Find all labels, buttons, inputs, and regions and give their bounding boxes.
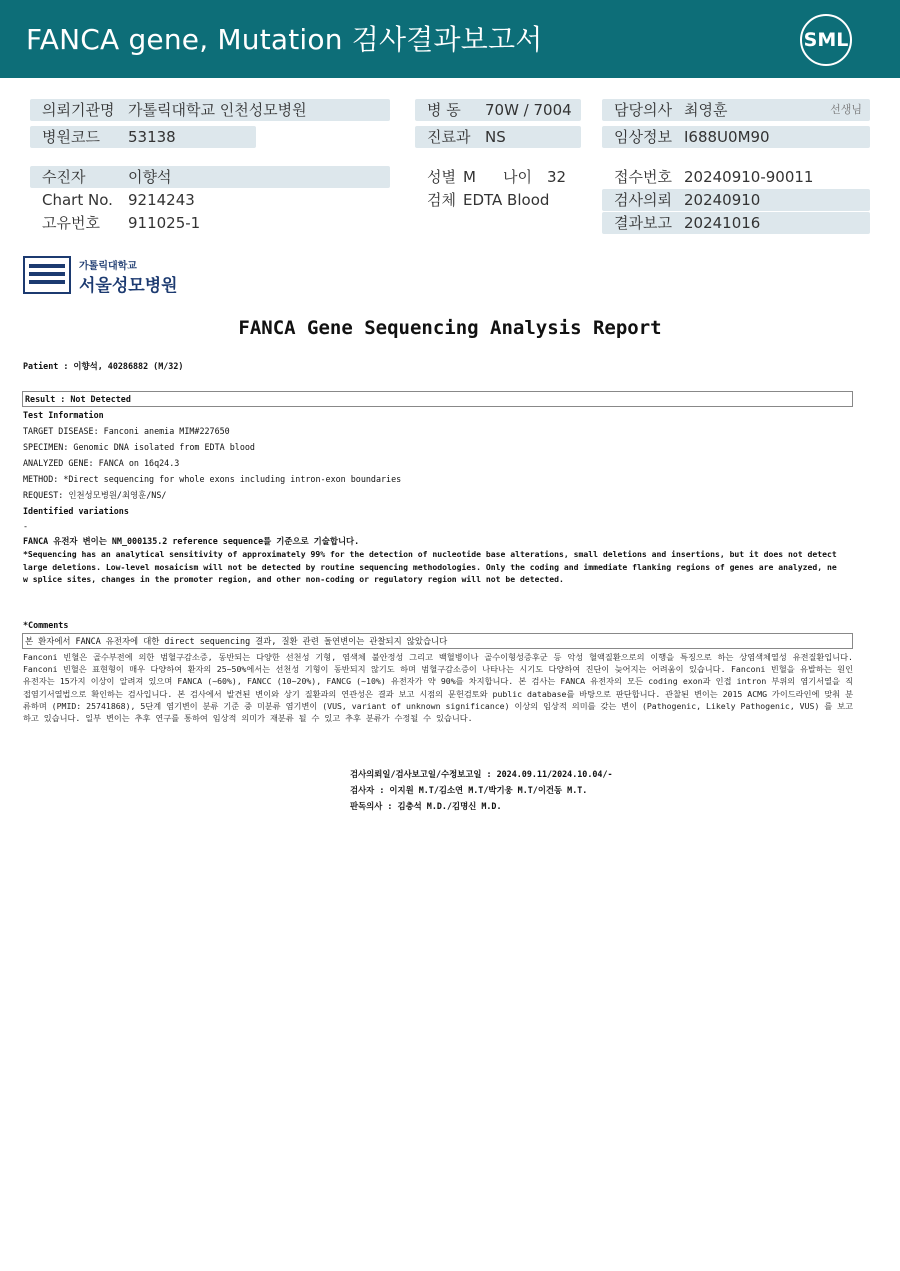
identified-value: - — [23, 521, 29, 531]
analyzed-gene: ANALYZED GENE: FANCA on 16q24.3 — [23, 458, 180, 468]
examiner-line: 검사자 : 이지원 M.T/김소연 M.T/박기웅 M.T/이건동 M.T. — [350, 785, 588, 795]
result-date-label: 결과보고 — [614, 214, 672, 232]
clinical-label: 임상정보 — [614, 128, 672, 146]
report-title: FANCA Gene Sequencing Analysis Report — [238, 317, 662, 339]
comment-box-text: 본 환자에서 FANCA 유전자에 대한 direct sequencing 결과, 질환 관련 돌연변이는 관찰되지 않았습니다 — [25, 636, 448, 646]
method-line: METHOD: *Direct sequencing for whole exons including intron-exon boundaries — [23, 474, 402, 484]
sex-value: M — [463, 168, 476, 186]
hospital-code-field — [30, 126, 256, 148]
dates-line: 검사의뢰일/검사보고일/수정보고일 : 2024.09.11/2024.10.04/- — [350, 769, 613, 779]
doctor-suffix: 선생님 — [830, 103, 862, 116]
patient-field — [30, 166, 390, 188]
unique-id-field — [30, 212, 330, 234]
result-date-value: 20241016 — [684, 214, 761, 232]
hospital-code-value: 53138 — [128, 128, 176, 146]
hospital-emblem-icon — [23, 256, 71, 294]
sml-logo-text: SML — [803, 29, 849, 51]
sensitivity-note-2: large deletions. Low-level mosaicism will not be detected by routine sequencing methodologies. Only the coding and immediate flanking regions of genes are analyzed, ne — [23, 562, 837, 572]
hospital-logo-name: 서울성모병원 — [79, 276, 178, 296]
ward-label: 병 동 — [427, 101, 461, 119]
specimen-field — [415, 189, 595, 211]
specimen-line: SPECIMEN: Genomic DNA isolated from EDTA blood — [23, 442, 255, 452]
hospital-code-label: 병원코드 — [42, 128, 100, 146]
request-date-value: 20240910 — [684, 191, 761, 209]
doctor-field — [602, 99, 870, 121]
specimen-value: EDTA Blood — [463, 191, 550, 209]
receipt-field — [602, 166, 870, 188]
dept-field — [415, 126, 581, 148]
specimen-label: 검체 — [427, 191, 456, 209]
comments-heading: *Comments — [23, 620, 69, 630]
chart-label: Chart No. — [42, 191, 113, 209]
reader-line: 판독의사 : 김충석 M.D./김명신 M.D. — [350, 801, 502, 811]
identified-heading: Identified variations — [23, 506, 129, 516]
age-label: 나이 — [503, 168, 532, 186]
report-header-title: FANCA gene, Mutation 검사결과보고서 — [26, 23, 543, 56]
patient-value: 이향석 — [128, 168, 172, 186]
patient-line: Patient : 이향석, 40286882 (M/32) — [23, 361, 184, 371]
result-box — [22, 391, 853, 407]
request-date-label: 검사의뢰 — [614, 191, 672, 209]
sex-age-field — [415, 166, 595, 188]
target-disease: TARGET DISEASE: Fanconi anemia MIM#227650 — [23, 426, 230, 436]
institution-field — [30, 99, 390, 121]
report-header — [0, 0, 900, 78]
sensitivity-note-3: w splice sites, changes in the promoter region, and other non-coding or regulatory region will not be detected. — [23, 574, 564, 584]
patient-label: 수진자 — [42, 168, 86, 186]
request-date-field — [602, 189, 870, 211]
chart-field — [30, 189, 330, 211]
institution-value: 가톨릭대학교 인천성모병원 — [128, 101, 307, 119]
receipt-label: 접수번호 — [614, 168, 672, 186]
doctor-label: 담당의사 — [614, 101, 672, 119]
institution-label: 의뢰기관명 — [42, 101, 115, 119]
reference-note: FANCA 유전자 변이는 NM_000135.2 reference sequence를 기준으로 기술합니다. — [23, 536, 360, 546]
receipt-value: 20240910-90011 — [684, 168, 814, 186]
comment-paragraph: Fanconi 빈혈은 골수부전에 의한 범혈구감소증, 동반되는 다양한 선천성 기형, 염색체 불안정성 그리고 백혈병이나 골수이형성증후군 등 악성 혈액질환으로의 이행을 특징으로 하는 상염색체열성 유전질환입니다. Fanconi 빈혈은 표현형이 매우 다양하여 환자의 25~50%에서는 선천성 기형이 동반되지 않기도 하며 범혈구감소증이 나타나는 시기도 다양하여 진단이 늦어지는 어려움이 있습니다. Fanconi 빈혈을 유발하는 원인 유전자는 15가지 이상이 알려져 있으며 FANCA (~60%), FANCC (10~20%), FANCG (~10%) 유전자가 약 90%를 차지합니다. 본 검사는 FANCA 유전자의 모든 coding exon과 인접 intron 부위의 염기서열을 직접염기서열법으로 확인하는 검사입니다. 본 검사에서 발견된 변이와 상기 질환과의 연관성은 결과 보고 시점의 문헌검토와 public database를 바탕으로 판단합니다. 관찰된 변이는 2015 ACMG 가이드라인에 맞춰 분류하며 (PMID: 25741868), 5단계 염기변이 분류 기준 중 미분류 염기변이 (VUS, variant of unknown significance) 이상의 임상적 의미를 갖는 변이 (Pathogenic, Likely Pathogenic, VUS) 를 보고하고 있습니다. 일부 변이는 추후 연구를 통하여 임상적 의미가 재분류 될 수 있고 추후 분류가 수정될 수 있습니다. — [23, 652, 853, 724]
unique-id-value: 911025-1 — [128, 214, 201, 232]
unique-id-label: 고유번호 — [42, 214, 100, 232]
doctor-value: 최영훈 — [684, 101, 728, 119]
result-date-field — [602, 212, 870, 234]
hospital-logo — [23, 256, 183, 296]
request-line: REQUEST: 인천성모병원/최영훈/NS/ — [23, 490, 167, 500]
clinical-value: I688U0M90 — [684, 128, 770, 146]
ward-value: 70W / 7004 — [485, 101, 572, 119]
dept-label: 진료과 — [427, 128, 471, 146]
result-line: Result : Not Detected — [25, 394, 131, 404]
hospital-logo-university: 가톨릭대학교 — [79, 261, 137, 272]
chart-value: 9214243 — [128, 191, 195, 209]
test-info-heading: Test Information — [23, 410, 104, 420]
ward-field — [415, 99, 581, 121]
clinical-field — [602, 126, 870, 148]
sensitivity-note-1: *Sequencing has an analytical sensitivity of approximately 99% for the detection of nucleotide base alterations, small deletions and insertions, but it does not detect — [23, 549, 837, 559]
sml-logo — [798, 12, 856, 66]
dept-value: NS — [485, 128, 506, 146]
sex-label: 성별 — [427, 168, 456, 186]
age-value: 32 — [547, 168, 567, 186]
